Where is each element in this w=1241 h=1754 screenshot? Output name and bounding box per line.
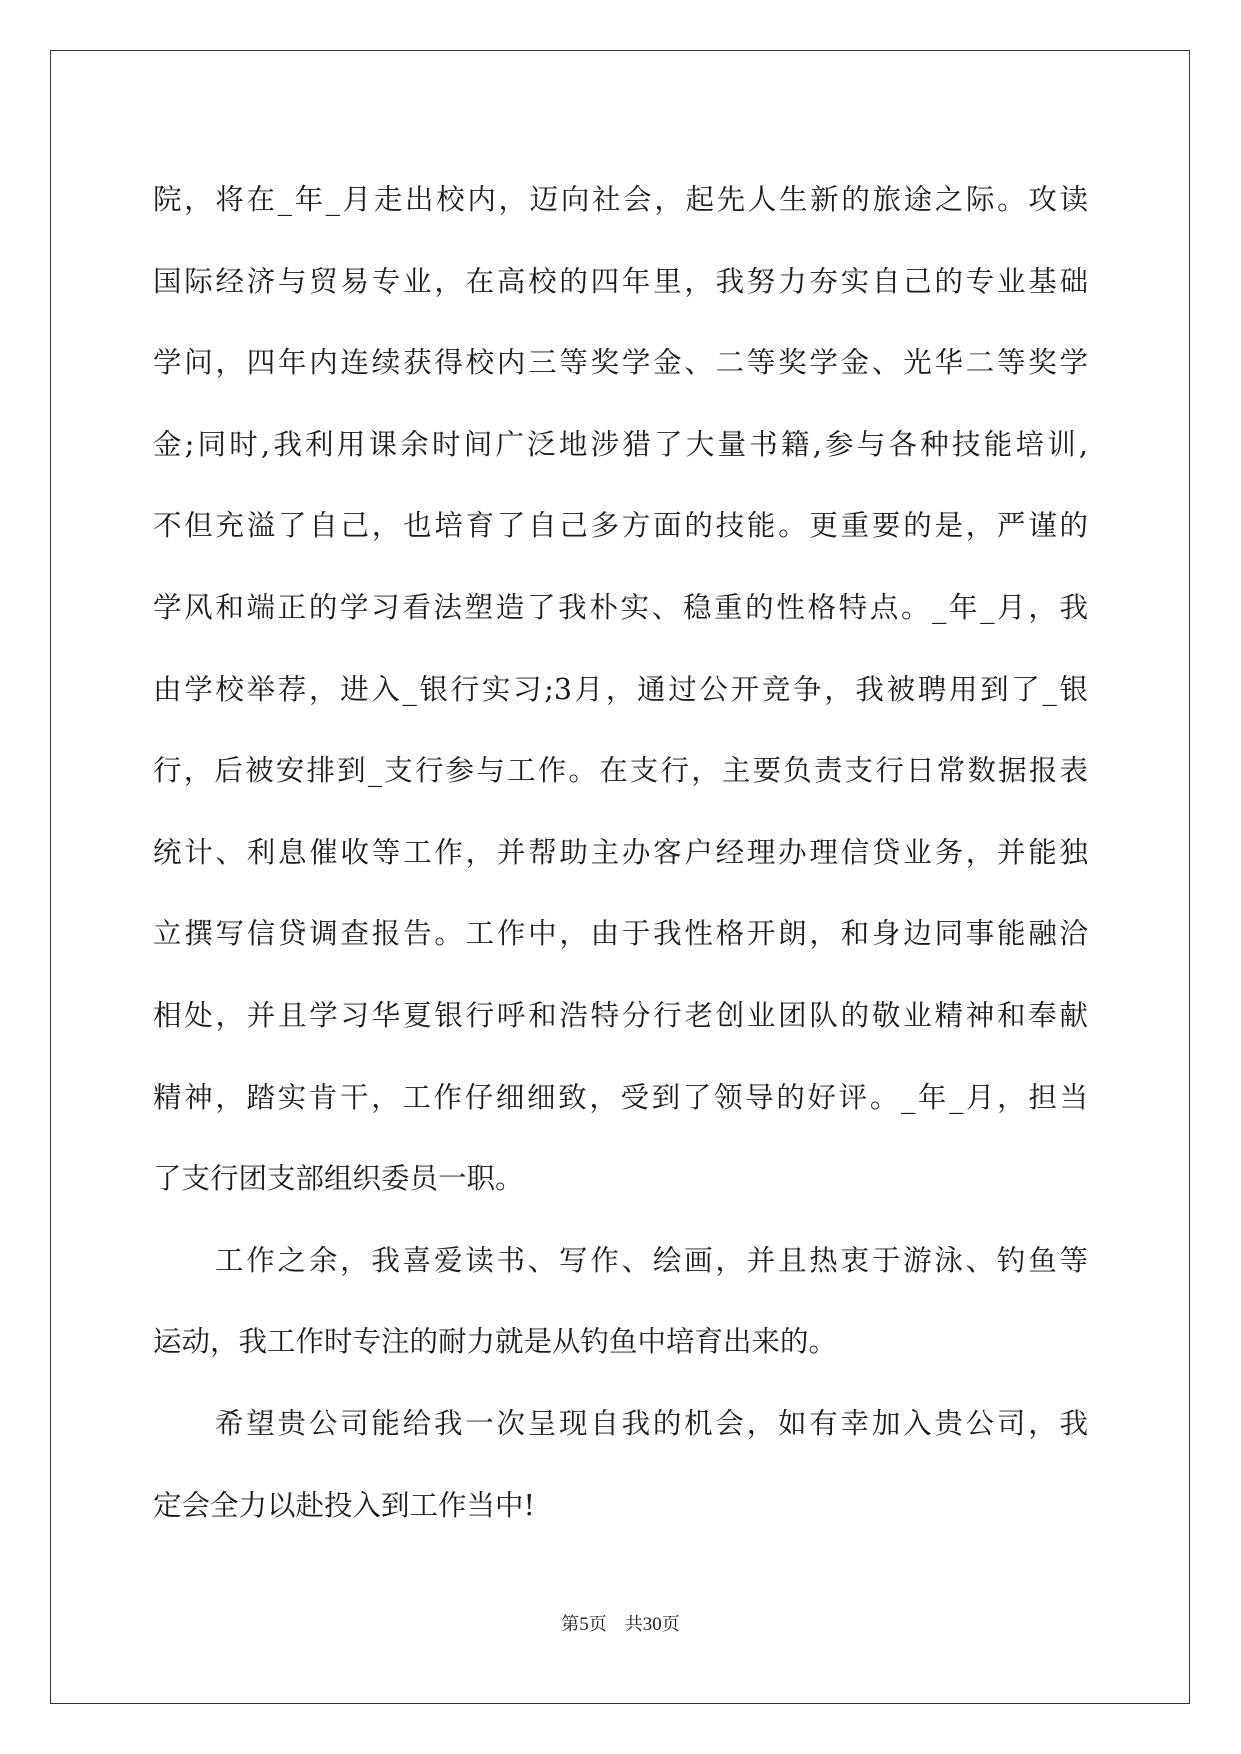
total-suffix: 页	[661, 1614, 680, 1635]
text-line-14: 工作之余，我喜爱读书、写作、绘画，并且热衷于游泳、钓鱼等	[215, 1243, 1088, 1277]
text-line-8: 行，后被安排到_支行参与工作。在支行，主要负责支行日常数据报表	[153, 754, 1088, 788]
page-prefix: 第	[561, 1614, 580, 1635]
text-line-11: 相处，并且学习华夏银行呼和浩特分行老创业团队的敬业精神和奉献	[153, 998, 1088, 1032]
page-suffix: 页	[588, 1614, 607, 1635]
text-line-7: 由学校举荐，进入_银行实习;3月，通过公开竞争，我被聘用到了_银	[153, 672, 1088, 706]
text-line-15: 运动，我工作时专注的耐力就是从钓鱼中培育出来的。	[153, 1325, 838, 1359]
document-body	[153, 159, 1088, 1546]
text-line-10: 立撰写信贷调查报告。工作中，由于我性格开朗，和身边同事能融洽	[153, 917, 1088, 951]
page-number: 5	[579, 1614, 589, 1635]
text-line-16: 希望贵公司能给我一次呈现自我的机会，如有幸加入贵公司，我	[215, 1406, 1088, 1440]
text-line-9: 统计、利息催收等工作，并帮助主办客户经理办理信贷业务，并能独	[153, 835, 1088, 869]
text-line-12: 精神，踏实肯干，工作仔细细致，受到了领导的好评。_年_月，担当	[153, 1080, 1088, 1114]
text-line-6: 学风和端正的学习看法塑造了我朴实、稳重的性格特点。_年_月，我	[153, 590, 1088, 624]
page-footer	[0, 1610, 1241, 1636]
text-line-3: 学问，四年内连续获得校内三等奖学金、二等奖学金、光华二等奖学	[153, 346, 1088, 380]
text-line-4: 金;同时,我利用课余时间广泛地涉猎了大量书籍,参与各种技能培训,	[153, 427, 1088, 461]
total-pages: 30	[642, 1614, 662, 1635]
text-line-5: 不但充溢了自己，也培育了自己多方面的技能。更重要的是，严谨的	[153, 509, 1088, 543]
text-line-13: 了支行团支部组织委员一职。	[153, 1162, 524, 1196]
text-line-2: 国际经济与贸易专业，在高校的四年里，我努力夯实自己的专业基础	[153, 264, 1088, 298]
total-prefix: 共	[624, 1614, 643, 1635]
text-line-1: 院，将在_年_月走出校内，迈向社会，起先人生新的旅途之际。攻读	[153, 183, 1088, 216]
text-line-17: 定会全力以赴投入到工作当中!	[153, 1488, 535, 1522]
